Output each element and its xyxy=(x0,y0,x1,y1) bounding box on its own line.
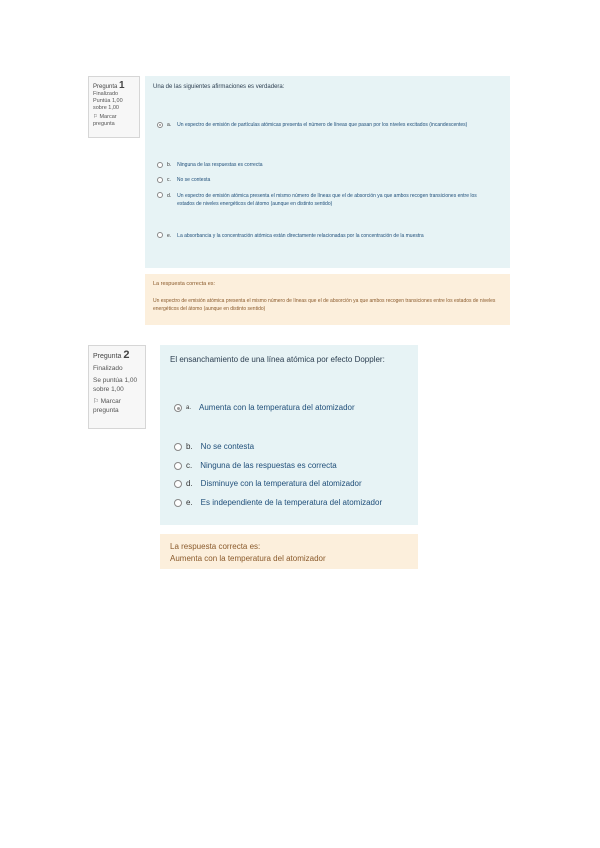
flag-question-link[interactable]: ⚐ Marcar pregunta xyxy=(93,398,121,414)
question-info-1 xyxy=(88,76,140,138)
radio-button[interactable] xyxy=(174,499,182,507)
feedback-title: La respuesta correcta es: xyxy=(170,542,261,551)
answer-option-a[interactable]: a. Aumenta con la temperatura del atomizador xyxy=(174,403,355,413)
answer-option-d[interactable]: d. Disminuye con la temperatura del atomizador xyxy=(174,479,362,489)
answer-option-d[interactable]: d. Un espectro de emisión atómica presenta el mismo número de líneas que el de absorción ya que ambos recogen transiciones entre los estados de niveles energéticos del átomo (aunque en distinto sentido) xyxy=(157,192,502,208)
radio-button[interactable] xyxy=(157,232,163,238)
feedback-text: Aumenta con la temperatura del atomizador xyxy=(170,554,326,563)
question-state: Finalizado xyxy=(93,91,119,97)
question-text: Una de las siguientes afirmaciones es verdadera: xyxy=(153,84,285,90)
answer-option-e[interactable]: e. La absorbancia y la concentración atómica están directamente relacionadas por la concentración de la muestra xyxy=(157,232,502,240)
question-state: Finalizado xyxy=(93,365,123,372)
question-content-1 xyxy=(145,76,510,268)
radio-button[interactable] xyxy=(174,404,182,412)
question-info-2 xyxy=(88,345,146,429)
feedback-title: La respuesta correcta es: xyxy=(153,281,216,287)
flag-icon: ⚐ xyxy=(93,398,99,405)
answer-option-c[interactable]: c. Ninguna de las respuestas es correcta xyxy=(174,461,337,471)
answer-option-b[interactable]: b. No se contesta xyxy=(174,442,254,452)
question-number: Pregunta 2 xyxy=(93,349,130,361)
question-number: Pregunta 1 xyxy=(93,80,125,91)
feedback-box-2 xyxy=(160,534,418,569)
question-score: Puntúa 1,00 sobre 1,00 xyxy=(93,98,123,111)
question-score: Se puntúa 1,00 sobre 1,00 xyxy=(93,377,138,393)
question-text: El ensanchamiento de una línea atómica por efecto Doppler: xyxy=(170,355,385,364)
flag-icon: ⚐ xyxy=(93,114,98,120)
radio-button[interactable] xyxy=(157,192,163,198)
radio-button[interactable] xyxy=(157,162,163,168)
answer-option-c[interactable]: c. No se contesta xyxy=(157,177,502,184)
answer-option-b[interactable]: b. Ninguna de las respuestas es correcta xyxy=(157,162,502,169)
answer-option-a[interactable]: a. Un espectro de emisión de partículas atómicas presenta el número de líneas que pasan por los niveles excitados (incandescentes) xyxy=(157,122,502,129)
answer-option-e[interactable]: e. Es independiente de la temperatura del atomizador xyxy=(174,498,382,508)
radio-button[interactable] xyxy=(157,177,163,183)
radio-button[interactable] xyxy=(174,443,182,451)
flag-question-link[interactable]: ⚐ Marcar pregunta xyxy=(93,114,117,127)
question-content-2 xyxy=(160,345,418,525)
radio-button[interactable] xyxy=(174,462,182,470)
feedback-box-1 xyxy=(145,274,510,325)
feedback-text: Un espectro de emisión atómica presenta el mismo número de líneas que el de absorción ya que ambos recogen transiciones entre los estados de niveles energéticos del átomo (aunque en distinto sentido) xyxy=(153,298,496,312)
radio-button[interactable] xyxy=(157,122,163,128)
radio-button[interactable] xyxy=(174,480,182,488)
